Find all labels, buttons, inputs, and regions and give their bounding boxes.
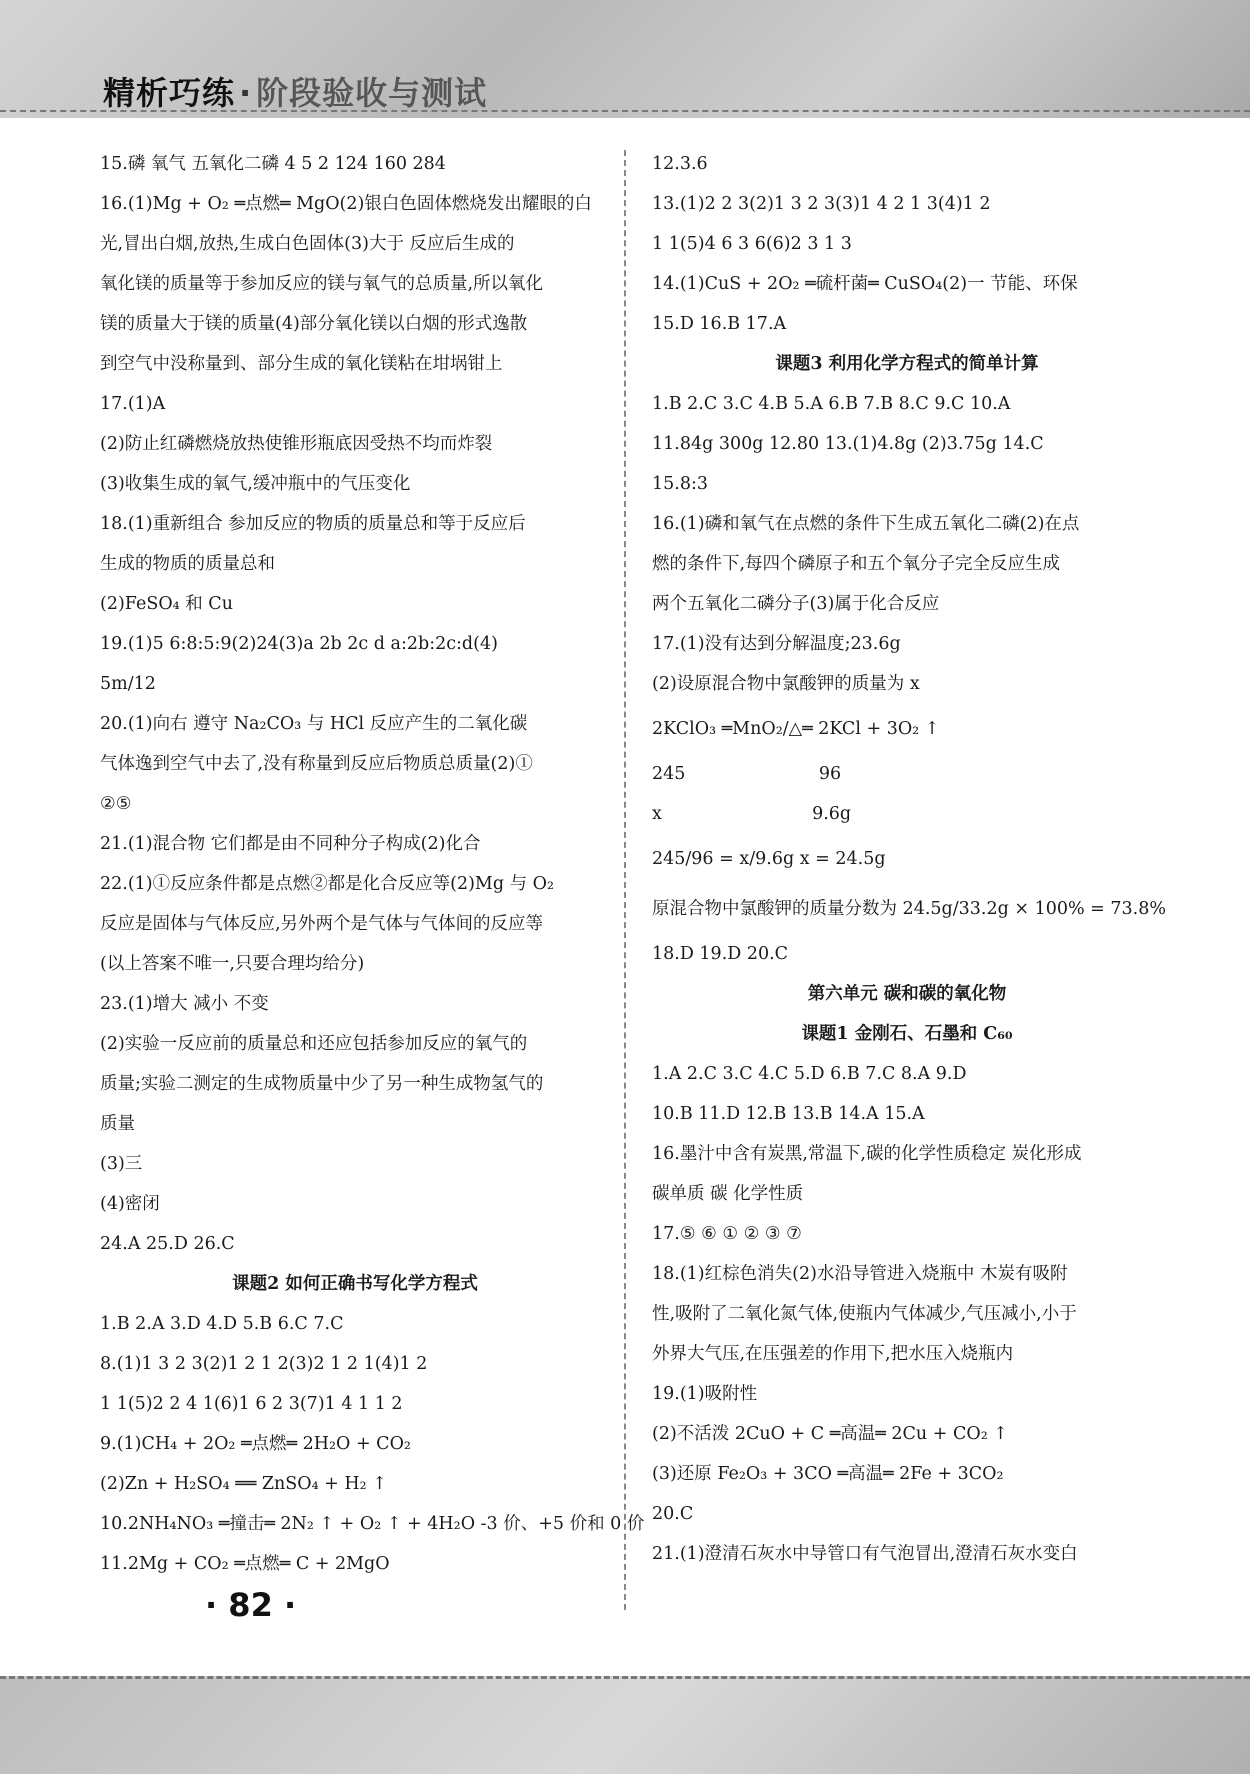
- right-column: [652, 144, 1166, 1574]
- answer-line: 16.墨汁中含有炭黑,常温下,碳的化学性质稳定 炭化形成: [652, 1144, 1082, 1164]
- answer-line: (3)三: [100, 1154, 143, 1174]
- answer-line: 1 1(5)4 6 3 6(6)2 3 1 3: [652, 234, 852, 254]
- answer-line: 气体逸到空气中去了,没有称量到反应后物质总质量(2)①: [100, 754, 533, 774]
- answer-line: 20.(1)向右 遵守 Na₂CO₃ 与 HCl 反应产生的二氧化碳: [100, 714, 528, 734]
- answer-line: 11.84g 300g 12.80 13.(1)4.8g (2)3.75g 14.C: [652, 434, 1044, 454]
- answer-line: 15.D 16.B 17.A: [652, 314, 787, 334]
- answer-line: 质量;实验二测定的生成物质量中少了另一种生成物氢气的: [100, 1074, 544, 1094]
- answer-line: (2)实验一反应前的质量总和还应包括参加反应的氧气的: [100, 1034, 528, 1054]
- answer-line: 15.8:3: [652, 474, 708, 494]
- fraction-line: 245/96 = x/9.6g x = 24.5g: [652, 849, 886, 869]
- answer-line: (2)FeSO₄ 和 Cu: [100, 594, 233, 614]
- answer-line: 10.2NH₄NO₃ ═撞击═ 2N₂ ↑ + O₂ ↑ + 4H₂O -3 价、+5 价和 0 价: [100, 1514, 645, 1534]
- answer-line: 9.(1)CH₄ + 2O₂ ═点燃═ 2H₂O + CO₂: [100, 1434, 411, 1454]
- answer-line: 22.(1)①反应条件都是点燃②都是化合反应等(2)Mg 与 O₂: [100, 874, 555, 894]
- answer-line: 外界大气压,在压强差的作用下,把水压入烧瓶内: [652, 1344, 1014, 1364]
- answer-line: 碳单质 碳 化学性质: [652, 1184, 804, 1204]
- answer-line: 16.(1)Mg + O₂ ═点燃═ MgO(2)银白色固体燃烧发出耀眼的白: [100, 194, 592, 214]
- answer-line: 15.磷 氧气 五氧化二磷 4 5 2 124 160 284: [100, 154, 446, 174]
- answer-line: 18.(1)红棕色消失(2)水沿导管进入烧瓶中 木炭有吸附: [652, 1264, 1068, 1284]
- answer-line: 氧化镁的质量等于参加反应的镁与氧气的总质量,所以氧化: [100, 274, 544, 294]
- answer-line: (2)不活泼 2CuO + C ═高温═ 2Cu + CO₂ ↑: [652, 1424, 1008, 1444]
- answer-line: 5m/12: [100, 674, 156, 694]
- left-column: [100, 144, 645, 1584]
- answer-line: (3)还原 Fe₂O₃ + 3CO ═高温═ 2Fe + 3CO₂: [652, 1464, 1004, 1484]
- answer-line: 两个五氧化二磷分子(3)属于化合反应: [652, 594, 940, 614]
- answer-line: 1 1(5)2 2 4 1(6)1 6 2 3(7)1 4 1 1 2: [100, 1394, 403, 1414]
- section-title: 课题1 金刚石、石墨和 C₆₀: [801, 1024, 1013, 1044]
- header-dot: ·: [239, 74, 253, 112]
- book-subtitle: 阶段验收与测试: [256, 74, 488, 112]
- answer-line: 23.(1)增大 减小 不变: [100, 994, 269, 1014]
- answer-line: 11.2Mg + CO₂ ═点燃═ C + 2MgO: [100, 1554, 390, 1574]
- column-divider: [624, 150, 626, 1610]
- section-title: 课题2 如何正确书写化学方程式: [232, 1274, 478, 1294]
- answer-line: 1.B 2.A 3.D 4.D 5.B 6.C 7.C: [100, 1314, 344, 1334]
- section-title: 课题3 利用化学方程式的简单计算: [775, 354, 1039, 374]
- answer-line: 21.(1)澄清石灰水中导管口有气泡冒出,澄清石灰水变白: [652, 1544, 1078, 1564]
- answer-line: 20.C: [652, 1504, 694, 1524]
- answer-line: ②⑤: [100, 794, 132, 814]
- answer-line: 16.(1)磷和氧气在点燃的条件下生成五氧化二磷(2)在点: [652, 514, 1080, 534]
- answer-line: (3)收集生成的氧气,缓冲瓶中的气压变化: [100, 474, 411, 494]
- answer-line: 光,冒出白烟,放热,生成白色固体(3)大于 反应后生成的: [100, 234, 515, 254]
- answer-line: 1.A 2.C 3.C 4.C 5.D 6.B 7.C 8.A 9.D: [652, 1064, 967, 1084]
- page-number: · 82 ·: [205, 1586, 297, 1624]
- answer-line: 17.(1)A: [100, 394, 166, 414]
- fraction-line: 原混合物中氯酸钾的质量分数为 24.5g/33.2g × 100% = 73.8%: [652, 899, 1166, 919]
- answer-line: (2)Zn + H₂SO₄ ══ ZnSO₄ + H₂ ↑: [100, 1474, 387, 1494]
- book-title: 精析巧练: [103, 74, 236, 112]
- answer-line: (2)设原混合物中氯酸钾的质量为 x: [652, 674, 920, 694]
- answer-line: 性,吸附了二氧化氮气体,使瓶内气体减少,气压减小,小于: [652, 1304, 1077, 1324]
- answer-line: 18.(1)重新组合 参加反应的物质的质量总和等于反应后: [100, 514, 526, 534]
- answer-line: 21.(1)混合物 它们都是由不同种分子构成(2)化合: [100, 834, 481, 854]
- answer-line: (以上答案不唯一,只要合理均给分): [100, 954, 365, 974]
- answer-line: 质量: [100, 1114, 135, 1134]
- answer-line: 19.(1)5 6:8:5:9(2)24(3)a 2b 2c d a:2b:2c:d(4): [100, 634, 498, 654]
- answer-line: 8.(1)1 3 2 3(2)1 2 1 2(3)2 1 2 1(4)1 2: [100, 1354, 428, 1374]
- answer-line: 12.3.6: [652, 154, 708, 174]
- answer-line: (2)防止红磷燃烧放热使锥形瓶底因受热不均而炸裂: [100, 434, 493, 454]
- answer-line: 镁的质量大于镁的质量(4)部分氧化镁以白烟的形式逸散: [100, 314, 528, 334]
- answer-line: 10.B 11.D 12.B 13.B 14.A 15.A: [652, 1104, 925, 1124]
- answer-line: 245 96: [652, 764, 842, 784]
- footer-band: [0, 1676, 1250, 1774]
- answer-line: 14.(1)CuS + 2O₂ ═硫杆菌═ CuSO₄(2)一 节能、环保: [652, 274, 1078, 294]
- answer-line: 反应是固体与气体反应,另外两个是气体与气体间的反应等: [100, 914, 544, 934]
- answer-line: 1.B 2.C 3.C 4.B 5.A 6.B 7.B 8.C 9.C 10.A: [652, 394, 1011, 414]
- answer-line: 19.(1)吸附性: [652, 1384, 758, 1404]
- answer-line: 17.⑤ ⑥ ① ② ③ ⑦: [652, 1224, 802, 1244]
- header-title: [103, 68, 487, 114]
- answer-line: x 9.6g: [652, 804, 852, 824]
- answer-line: (4)密闭: [100, 1194, 160, 1214]
- answer-line: 到空气中没称量到、部分生成的氧化镁粘在坩埚钳上: [100, 354, 503, 374]
- answer-line: 生成的物质的质量总和: [100, 554, 275, 574]
- unit-title: 第六单元 碳和碳的氧化物: [807, 984, 1007, 1004]
- answer-line: 燃的条件下,每四个磷原子和五个氧分子完全反应生成: [652, 554, 1061, 574]
- equation-line: 2KClO₃ ═MnO₂/△═ 2KCl + 3O₂ ↑: [652, 719, 940, 739]
- answer-line: 24.A 25.D 26.C: [100, 1234, 235, 1254]
- answer-line: 13.(1)2 2 3(2)1 3 2 3(3)1 4 2 1 3(4)1 2: [652, 194, 991, 214]
- answer-line: 18.D 19.D 20.C: [652, 944, 789, 964]
- answer-line: 17.(1)没有达到分解温度;23.6g: [652, 634, 901, 654]
